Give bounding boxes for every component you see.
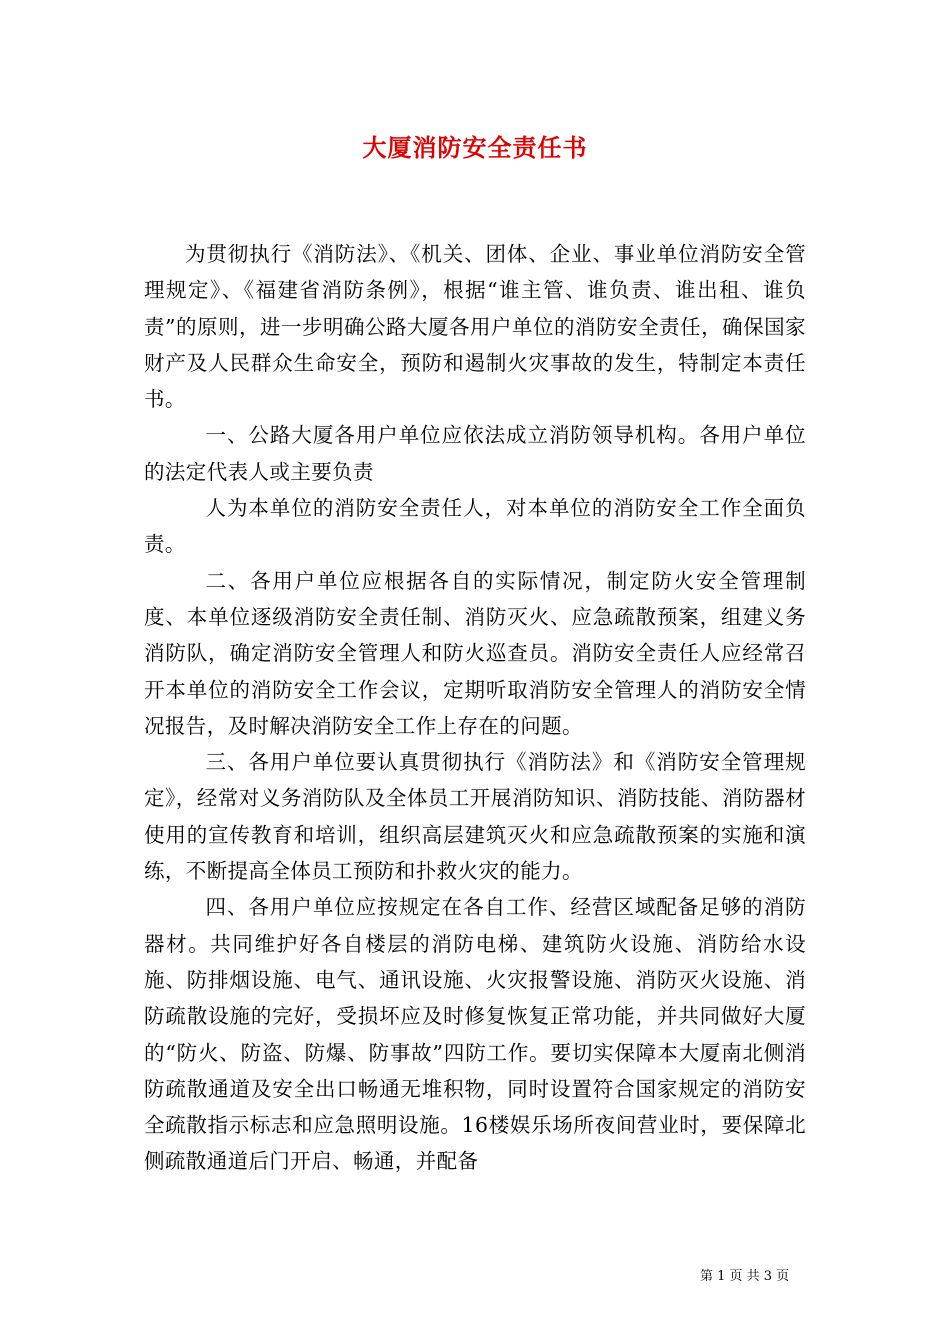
paragraph-clause-2: 二、各用户单位应根据各自的实际情况，制定防火安全管理制度、本单位逐级消防安全责任制、消防灭火、应急疏散预案，组建义务消防队，确定消防安全管理人和防火巡查员。消防安全责任人应经常召开本单位的消防安全工作会议，定期听取消防安全管理人的消防安全情况报告，及时解决消防安全工作上存在的问题。 [144, 568, 806, 738]
paragraph-clause-1: 一、公路大厦各用户单位应依法成立消防领导机构。各用户单位的法定代表人或主要负责 [144, 423, 806, 484]
paragraph-preamble: 为贯彻执行《消防法》、《机关、团体、企业、事业单位消防安全管理规定》、《福建省消防条例》，根据“谁主管、谁负责、谁出租、谁负责”的原则，进一步明确公路大厦各用户单位的消防安全责任，确保国家财产及人民群众生命安全，预防和遏制火灾事故的发生，特制定本责任书。 [144, 242, 806, 412]
paragraph-clause-1-continued: 人为本单位的消防安全责任人，对本单位的消防安全工作全面负责。 [144, 496, 806, 557]
page-number: 第 1 页 共 3 页 [700, 1269, 790, 1284]
paragraph-clause-4: 四、各用户单位应按规定在各自工作、经营区域配备足够的消防器材。共同维护好各自楼层的消防电梯、建筑防火设施、消防给水设施、防排烟设施、电气、通讯设施、火灾报警设施、消防灭火设施、消防疏散设施的完好，受损坏应及时修复恢复正常功能，并共同做好大厦的“防火、防盗、防爆、防事故”四防工作。要切实保障本大厦南北侧消防疏散通道及安全出口畅通无堆积物，同时设置符合国家规定的消防安全疏散指示标志和应急照明设施。16楼娱乐场所夜间营业时，要保障北侧疏散通道后门开启、畅通，并配备 [144, 895, 806, 1174]
paragraph-clause-3: 三、各用户单位要认真贯彻执行《消防法》和《消防安全管理规定》，经常对义务消防队及全体员工开展消防知识、消防技能、消防器材使用的宣传教育和培训，组织高层建筑灭火和应急疏散预案的实施和演练，不断提高全体员工预防和扑救火灾的能力。 [144, 750, 806, 884]
document-title: 大厦消防安全责任书 [362, 133, 588, 162]
document-body [144, 236, 806, 1180]
